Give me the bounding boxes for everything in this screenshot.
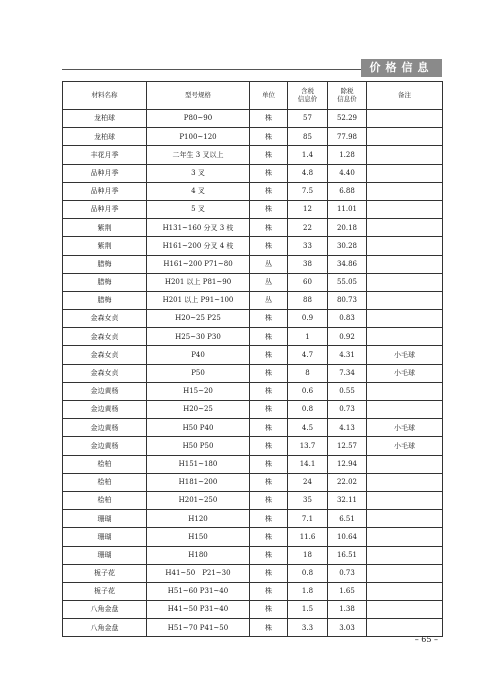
table-cell: 18 [288, 546, 328, 564]
table-cell: 丛 [250, 291, 288, 309]
table-cell: H161~200 分叉 4 枝 [147, 237, 250, 255]
table-cell: 株 [250, 182, 288, 200]
table-cell: 12 [288, 200, 328, 218]
table-cell [367, 128, 443, 146]
table-row [63, 364, 443, 382]
table-row [63, 310, 443, 328]
table-cell: 丛 [250, 273, 288, 291]
table-cell: H25~30 P30 [147, 328, 250, 346]
table-cell: 11.6 [288, 528, 328, 546]
table-cell [367, 182, 443, 200]
table-cell: 紫荆 [63, 219, 147, 237]
table-cell: 株 [250, 219, 288, 237]
table-cell: 龙柏球 [63, 128, 147, 146]
column-header: 除税 信息价 [328, 82, 367, 110]
table-row [63, 291, 443, 309]
table-cell: H161~200 P71~80 [147, 255, 250, 273]
table-cell: 7.5 [288, 182, 328, 200]
table-cell [367, 528, 443, 546]
column-header: 备注 [367, 82, 443, 110]
table-cell: P40 [147, 346, 250, 364]
table-cell [367, 473, 443, 491]
table-cell: 株 [250, 200, 288, 218]
table-cell: 4.8 [288, 164, 328, 182]
table-row [63, 473, 443, 491]
table-cell: 3 叉 [147, 164, 250, 182]
table-row [63, 401, 443, 419]
table-row [63, 146, 443, 164]
table-cell: 金边黄杨 [63, 419, 147, 437]
table-cell: 株 [250, 128, 288, 146]
table-cell: 4.31 [328, 346, 367, 364]
table-row [63, 582, 443, 600]
table-cell: 株 [250, 546, 288, 564]
table-cell: H50 P40 [147, 419, 250, 437]
table-cell: 11.01 [328, 200, 367, 218]
table-cell: 小毛球 [367, 419, 443, 437]
table-cell: 株 [250, 601, 288, 619]
table-cell: H151~180 [147, 455, 250, 473]
table-cell: 金边黄杨 [63, 437, 147, 455]
table-cell: 小毛球 [367, 437, 443, 455]
table-row [63, 182, 443, 200]
table-cell [367, 255, 443, 273]
table-cell: 33 [288, 237, 328, 255]
table-cell: 八角金盘 [63, 601, 147, 619]
table-cell: 10.64 [328, 528, 367, 546]
table-cell: 13.7 [288, 437, 328, 455]
table-cell: 32.11 [328, 491, 367, 509]
table-cell: 4.40 [328, 164, 367, 182]
table-body [63, 110, 443, 637]
table-cell: 株 [250, 473, 288, 491]
table-cell: 桧柏 [63, 455, 147, 473]
table-cell: 38 [288, 255, 328, 273]
table-cell: 金边黄杨 [63, 401, 147, 419]
table-cell: 品种月季 [63, 200, 147, 218]
table-cell: 株 [250, 491, 288, 509]
table-cell: 52.29 [328, 110, 367, 128]
table-cell [367, 328, 443, 346]
table-cell [367, 237, 443, 255]
table-cell: 1.65 [328, 582, 367, 600]
table-cell: 1 [288, 328, 328, 346]
table-cell: 金森女贞 [63, 364, 147, 382]
table-cell: 24 [288, 473, 328, 491]
table-cell: 品种月季 [63, 164, 147, 182]
table-cell: 60 [288, 273, 328, 291]
table-row [63, 273, 443, 291]
table-cell: 金森女贞 [63, 310, 147, 328]
table-cell: 金森女贞 [63, 346, 147, 364]
table-cell: 株 [250, 237, 288, 255]
table-cell [367, 110, 443, 128]
table-cell: 株 [250, 346, 288, 364]
table-cell [367, 146, 443, 164]
table-row [63, 237, 443, 255]
table-cell: 桧柏 [63, 473, 147, 491]
table-cell [367, 546, 443, 564]
table-cell: 腊梅 [63, 291, 147, 309]
table-cell: 栀子花 [63, 582, 147, 600]
table-cell: 88 [288, 291, 328, 309]
table-cell: 丛 [250, 255, 288, 273]
table-cell: 12.57 [328, 437, 367, 455]
table-cell [367, 273, 443, 291]
table-cell [367, 291, 443, 309]
page-number: – 65 – [414, 635, 438, 644]
table-cell: 35 [288, 491, 328, 509]
table-cell: 珊瑚 [63, 546, 147, 564]
table-cell [367, 455, 443, 473]
table-cell: H20~25 P25 [147, 310, 250, 328]
table-cell: 株 [250, 310, 288, 328]
table-cell [367, 382, 443, 400]
table-cell: 3.3 [288, 619, 328, 637]
table-cell: H131~160 分叉 3 枝 [147, 219, 250, 237]
table-row [63, 455, 443, 473]
column-header: 型号规格 [147, 82, 250, 110]
table-cell: 小毛球 [367, 346, 443, 364]
table-cell: 株 [250, 382, 288, 400]
table-row [63, 346, 443, 364]
table-row [63, 200, 443, 218]
table-cell: 小毛球 [367, 364, 443, 382]
table-cell: 34.86 [328, 255, 367, 273]
table-cell: 57 [288, 110, 328, 128]
section-tag: 价格信息 [361, 59, 442, 77]
table-cell: H201 以上 P81~90 [147, 273, 250, 291]
table-cell: 80.73 [328, 291, 367, 309]
table-cell: 丰花月季 [63, 146, 147, 164]
table-row [63, 328, 443, 346]
table-cell: 4.5 [288, 419, 328, 437]
table-header-row [63, 82, 443, 110]
table-cell: 3.03 [328, 619, 367, 637]
table-cell: 株 [250, 564, 288, 582]
table-cell: 0.6 [288, 382, 328, 400]
table-cell: 八角金盘 [63, 619, 147, 637]
table-cell: P50 [147, 364, 250, 382]
table-cell: 4 叉 [147, 182, 250, 200]
table-cell: 77.98 [328, 128, 367, 146]
table-cell: H180 [147, 546, 250, 564]
table-row [63, 128, 443, 146]
table-cell: 桧柏 [63, 491, 147, 509]
table-cell [367, 601, 443, 619]
table-cell [367, 582, 443, 600]
column-header: 单位 [250, 82, 288, 110]
table-cell: 20.18 [328, 219, 367, 237]
table-cell: 6.88 [328, 182, 367, 200]
table-cell: 株 [250, 582, 288, 600]
table-cell: 30.28 [328, 237, 367, 255]
table-cell: 85 [288, 128, 328, 146]
column-header: 含税 信息价 [288, 82, 328, 110]
column-header: 材料名称 [63, 82, 147, 110]
table-cell: 株 [250, 364, 288, 382]
table-cell: 株 [250, 619, 288, 637]
table-row [63, 419, 443, 437]
table-cell: 1.5 [288, 601, 328, 619]
table-cell: 12.94 [328, 455, 367, 473]
table-cell: 金边黄杨 [63, 382, 147, 400]
table-row [63, 255, 443, 273]
table-cell: H120 [147, 510, 250, 528]
table-row [63, 510, 443, 528]
table-row [63, 564, 443, 582]
table-cell: 0.73 [328, 401, 367, 419]
table-cell: 栀子花 [63, 564, 147, 582]
table-cell: 珊瑚 [63, 510, 147, 528]
table-row [63, 382, 443, 400]
table-cell [367, 200, 443, 218]
table-cell: 珊瑚 [63, 528, 147, 546]
table-cell: H20~25 [147, 401, 250, 419]
table-cell: 0.9 [288, 310, 328, 328]
table-cell: H15~20 [147, 382, 250, 400]
table-cell: 55.05 [328, 273, 367, 291]
table-cell: 1.38 [328, 601, 367, 619]
table-row [63, 110, 443, 128]
table-cell: 金森女贞 [63, 328, 147, 346]
table-cell: 二年生 3 叉以上 [147, 146, 250, 164]
table-cell: 品种月季 [63, 182, 147, 200]
table-cell: 0.83 [328, 310, 367, 328]
table-cell [367, 401, 443, 419]
table-cell: 0.8 [288, 564, 328, 582]
table-cell [367, 164, 443, 182]
table-cell: H181~200 [147, 473, 250, 491]
table-cell: 16.51 [328, 546, 367, 564]
table-cell [367, 564, 443, 582]
table-cell: 0.73 [328, 564, 367, 582]
table-cell: 1.28 [328, 146, 367, 164]
table-cell: 5 叉 [147, 200, 250, 218]
table-cell: 株 [250, 328, 288, 346]
table-cell: H201~250 [147, 491, 250, 509]
price-table [62, 81, 443, 637]
table-cell: 4.7 [288, 346, 328, 364]
table-cell: 株 [250, 110, 288, 128]
table-cell: H41~50 P21~30 [147, 564, 250, 582]
table-cell: 22 [288, 219, 328, 237]
header-rule [62, 69, 361, 70]
table-cell: 株 [250, 437, 288, 455]
table-cell: H201 以上 P91~100 [147, 291, 250, 309]
table-row [63, 219, 443, 237]
table-cell: 株 [250, 455, 288, 473]
table-cell: H41~50 P31~40 [147, 601, 250, 619]
table-cell: P100~120 [147, 128, 250, 146]
table-cell: 腊梅 [63, 255, 147, 273]
table-cell: 1.4 [288, 146, 328, 164]
table-cell: 6.51 [328, 510, 367, 528]
table-cell: H150 [147, 528, 250, 546]
table-cell: 株 [250, 510, 288, 528]
table-cell: P80~90 [147, 110, 250, 128]
table-row [63, 601, 443, 619]
table-cell [367, 310, 443, 328]
table-cell: 紫荆 [63, 237, 147, 255]
table-cell [367, 219, 443, 237]
table-cell: 1.8 [288, 582, 328, 600]
table-cell: 22.02 [328, 473, 367, 491]
table-row [63, 437, 443, 455]
table-cell: 7.34 [328, 364, 367, 382]
table-row [63, 164, 443, 182]
table-cell: 0.92 [328, 328, 367, 346]
table-cell: 龙柏球 [63, 110, 147, 128]
table-cell: 0.8 [288, 401, 328, 419]
table-cell: H51~60 P31~40 [147, 582, 250, 600]
table-cell: 14.1 [288, 455, 328, 473]
table-cell: 0.55 [328, 382, 367, 400]
table-row [63, 546, 443, 564]
table-cell [367, 491, 443, 509]
table-cell: 株 [250, 164, 288, 182]
table-cell: H51~70 P41~50 [147, 619, 250, 637]
table-cell: 8 [288, 364, 328, 382]
table-cell: 株 [250, 528, 288, 546]
table-cell: 4.13 [328, 419, 367, 437]
table-row [63, 619, 443, 637]
table-cell: H50 P50 [147, 437, 250, 455]
table-row [63, 528, 443, 546]
table-cell: 株 [250, 146, 288, 164]
table-cell: 株 [250, 419, 288, 437]
table-row [63, 491, 443, 509]
table-cell: 7.1 [288, 510, 328, 528]
table-cell: 腊梅 [63, 273, 147, 291]
table-cell: 株 [250, 401, 288, 419]
table-cell [367, 510, 443, 528]
